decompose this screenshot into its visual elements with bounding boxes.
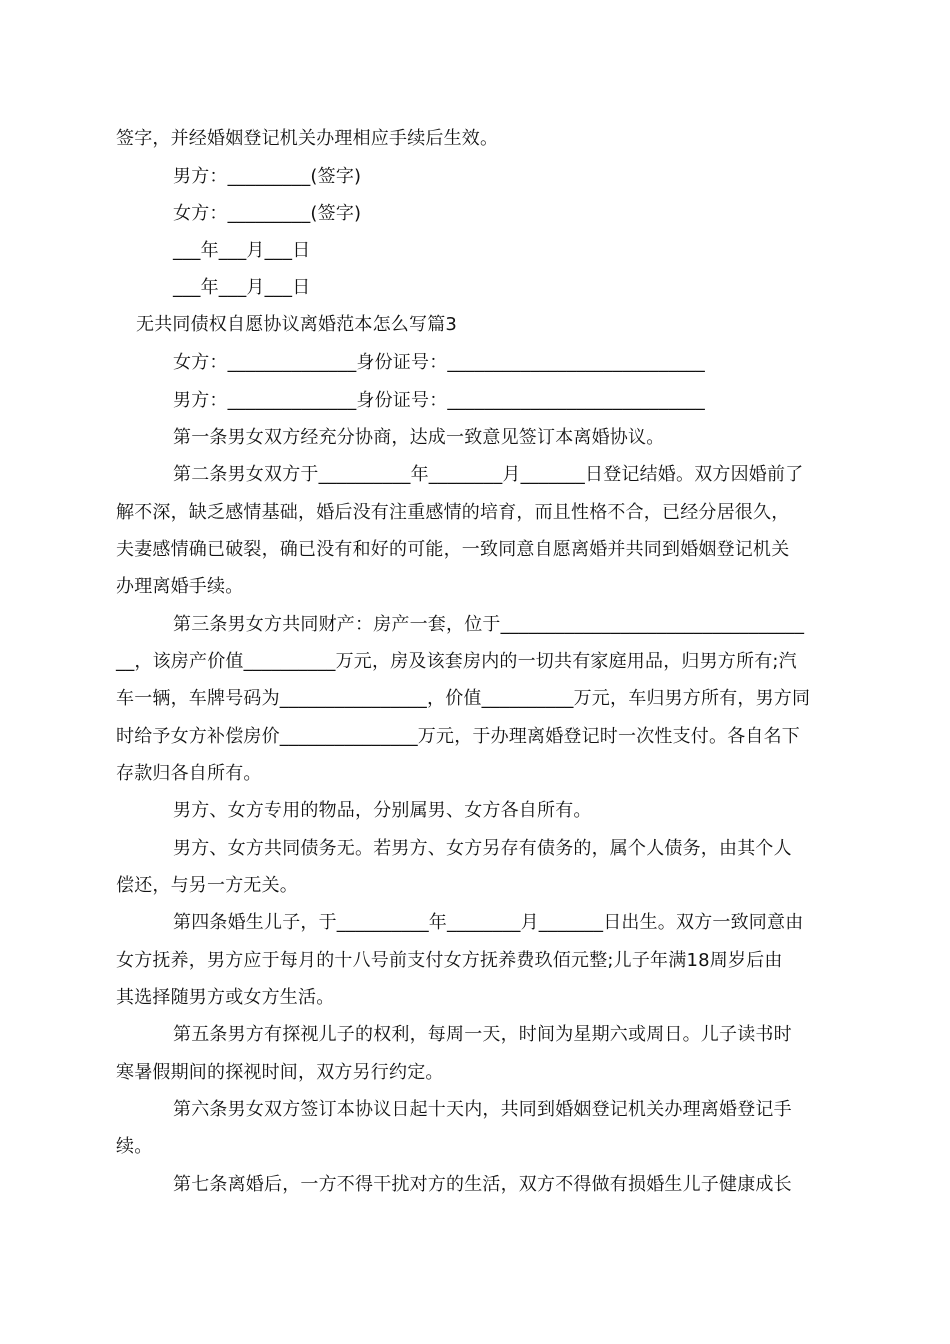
female-id-line: 女方：______________身份证号：____________________________ bbox=[173, 352, 705, 373]
article-6-line: 续。 bbox=[116, 1136, 153, 1157]
article-2-line: 夫妻感情确已破裂，确已没有和好的可能，一致同意自愿离婚并共同到婚姻登记机关 bbox=[116, 539, 790, 560]
paragraph-line: 男方、女方共同债务无。若男方、女方另存有债务的，属个人债务，由其个人 bbox=[173, 838, 792, 859]
article-3-line: __，该房产价值__________万元，房及该套房内的一切共有家庭用品，归男方所有;汽 bbox=[116, 651, 797, 672]
article-2-line: 第二条男女双方于__________年________月_______日登记结婚。双方因婚前了 bbox=[173, 464, 804, 485]
article-1: 第一条男女双方经充分协商，达成一致意见签订本离婚协议。 bbox=[173, 427, 665, 448]
article-2-line: 解不深，缺乏感情基础，婚后没有注重感情的培育，而且性格不合，已经分居很久， bbox=[116, 502, 790, 523]
article-4-line: 第四条婚生儿子，于__________年________月_______日出生。双方一致同意由 bbox=[173, 912, 804, 933]
article-3-line: 第三条男女方共同财产：房产一套，位于_________________________________ bbox=[173, 614, 805, 635]
section-heading: 无共同债权自愿协议离婚范本怎么写篇3 bbox=[136, 314, 458, 335]
signature-line-male: 男方：_________(签字) bbox=[173, 166, 362, 187]
article-4-line: 女方抚养，男方应于每月的十八号前支付女方抚养费玖佰元整;儿子年满18周岁后由 bbox=[116, 950, 783, 971]
article-3-line: 时给予女方补偿房价_______________万元，于办理离婚登记时一次性支付。各自名下 bbox=[116, 726, 800, 747]
article-5-line: 第五条男方有探视儿子的权利，每周一天，时间为星期六或周日。儿子读书时 bbox=[173, 1024, 792, 1045]
date-line: ___年___月___日 bbox=[173, 240, 311, 261]
paragraph-line: 偿还，与另一方无关。 bbox=[116, 875, 298, 896]
article-3-line: 车一辆，车牌号码为________________，价值__________万元，车归男方所有，男方同 bbox=[116, 688, 811, 709]
article-3-line: 存款归各自所有。 bbox=[116, 763, 262, 784]
paragraph-line: 男方、女方专用的物品，分别属男、女方各自所有。 bbox=[173, 800, 592, 821]
article-5-line: 寒暑假期间的探视时间，双方另行约定。 bbox=[116, 1062, 444, 1083]
signature-line-female: 女方：_________(签字) bbox=[173, 203, 362, 224]
article-4-line: 其选择随男方或女方生活。 bbox=[116, 987, 335, 1008]
article-2-line: 办理离婚手续。 bbox=[116, 576, 244, 597]
article-7-line: 第七条离婚后，一方不得干扰对方的生活，双方不得做有损婚生儿子健康成长 bbox=[173, 1174, 792, 1195]
text-line: 签字，并经婚姻登记机关办理相应手续后生效。 bbox=[116, 128, 499, 149]
article-6-line: 第六条男女双方签订本协议日起十天内，共同到婚姻登记机关办理离婚登记手 bbox=[173, 1099, 792, 1120]
male-id-line: 男方：______________身份证号：____________________________ bbox=[173, 390, 705, 411]
date-line: ___年___月___日 bbox=[173, 277, 311, 298]
